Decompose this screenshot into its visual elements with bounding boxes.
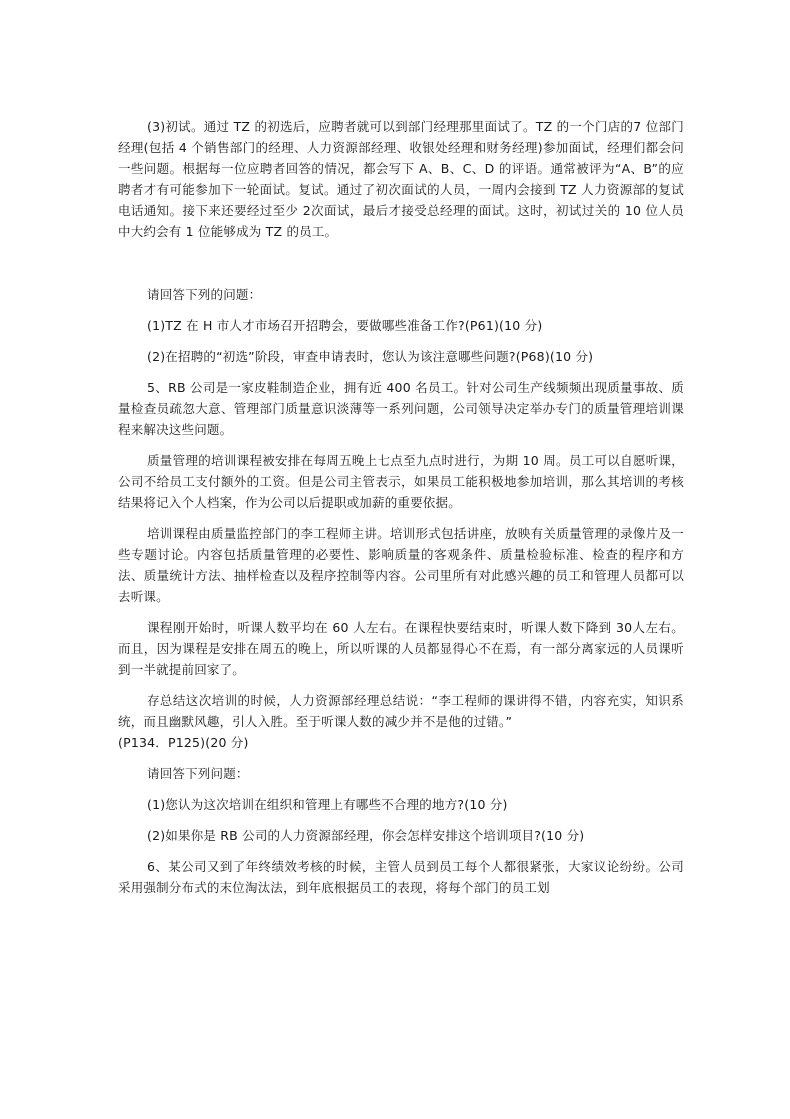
- question-item: (2)如果你是 RB 公司的人力资源部经理，你会怎样安排这个培训项目?(10 分): [147, 828, 585, 843]
- paragraph-case-6: 6、某公司又到了年终绩效考核的时候，主管人员到员工每个人都很紧张，大家议论纷纷。公司采用强制分布式的末位淘汰法，到年底根据员工的表现，将每个部门的员工划: [118, 859, 684, 895]
- paragraph-training-content: 培训课程由质量监控部门的李工程师主讲。培训形式包括讲座，放映有关质量管理的录像片及一些专题讨论。内容包括质量管理的必要性、影响质量的客观条件、质量检验标准、检查的程序和方法、质量统计方法、抽样检查以及程序控制等内容。公司里所有对此感兴趣的员工和管理人员都可以去听课。: [118, 526, 684, 604]
- paragraph-summary: 存总结这次培训的时候，人力资源部经理总结说：“李工程师的课讲得不错，内容充实，知识系统，而且幽默风趣，引人入胜。至于听课人数的减少并不是他的过错。”: [118, 693, 684, 729]
- question-item: (1)您认为这次培训在组织和管理上有哪些不合理的地方?(10 分): [147, 797, 508, 812]
- page-reference: (P134．P125)(20 分): [118, 735, 249, 750]
- paragraph-training-schedule: 质量管理的培训课程被安排在每周五晚上七点至九点时进行，为期 10 周。员工可以自愿听课，公司不给员工支付额外的工资。但是公司主管表示，如果员工能积极地参加培训，那么其培训的考核结果将记入个人档案，作为公司以后提职或加薪的重要依据。: [118, 453, 684, 510]
- document-page: [118, 116, 684, 898]
- question-intro: 请回答下列问题：: [147, 766, 249, 781]
- paragraph-initial-interview: (3)初试。通过 TZ 的初选后，应聘者就可以到部门经理那里面试了。TZ 的一个门店的7 位部门经理(包括 4 个销售部门的经理、人力资源部经理、收银处经理和财务经理)参加面试，经理们都会问一些问题。根据每一位应聘者回答的情况，都会写下 A、B、C、D 的评语。通常被评为“A、B”的应聘者才有可能参加下一轮面试。复试。通过了初次面试的人员，一周内会接到 TZ 人力资源部的复试电话通知。接下来还要经过至少 2次面试，最后才接受总经理的面试。这时，初试过关的 10 位人员中大约会有 1 位能够成为 TZ 的员工。: [118, 119, 684, 239]
- question-intro: 请回答下列的问题：: [147, 287, 262, 302]
- question-item: (1)TZ 在 H 市人才市场召开招聘会，要做哪些准备工作?(P61)(10 分): [147, 318, 543, 333]
- question-item: (2)在招聘的“初选”阶段，审查申请表时，您认为该注意哪些问题?(P68)(10 分): [147, 349, 594, 364]
- paragraph-case-5: 5、RB 公司是一家皮鞋制造企业，拥有近 400 名员工。针对公司生产线频频出现质量事故、质量检查员疏忽大意、管理部门质量意识淡薄等一系列问题，公司领导决定举办专门的质量管理培训课程来解决这些问题。: [118, 380, 684, 437]
- paragraph-attendance: 课程刚开始时，听课人数平均在 60 人左右。在课程快要结束时，听课人数下降到 30人左右。而且，因为课程是安排在周五的晚上，所以听课的人员都显得心不在焉，有一部分离家远的人员课听到一半就提前回家了。: [118, 620, 684, 677]
